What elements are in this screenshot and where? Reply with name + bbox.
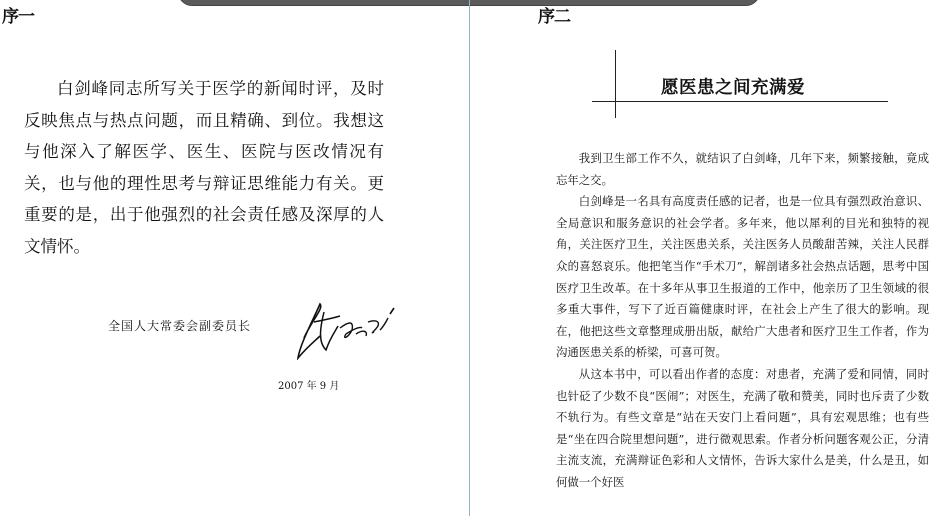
left-page-heading: 序一 [2,7,34,27]
signature-date: 2007 年 9 月 [278,381,340,392]
right-paragraph-1: 我到卫生部工作不久，就结识了白剑峰，几年下来，频繁接触，竟成忘年之交。 [556,151,929,187]
handwritten-signature-icon [290,300,400,360]
left-page-body [24,73,384,262]
right-page-body [556,148,929,494]
page-divider [469,0,470,516]
right-page-heading: 序二 [538,7,570,27]
title-frame-horizontal-line [592,101,888,102]
signature-block [108,300,408,360]
signature-title: 全国人大常委会副委员长 [108,319,252,333]
right-paragraph-2: 白剑峰是一名具有高度责任感的记者，也是一位具有强烈政治意识、全局意识和服务意识的社会学者。多年来，他以犀利的目光和独特的视角，关注医疗卫生，关注医患关系，关注医务人员酸甜苦辣，关注人民群众的喜怒哀乐。他把笔当作“手术刀”，解剖诸多社会热点话题，思考中国医疗卫生改革。在十多年从事卫生报道的工作中，他亲历了卫生领域的很多重大事件，写下了近百篇健康时评，在社会上产生了很大的影响。现在，他把这些文章整理成册出版，献给广大患者和医疗卫生工作者，作为沟通医患关系的桥梁，可喜可贺。 [556,194,929,360]
left-paragraph: 白剑峰同志所写关于医学的新闻时评，及时反映焦点与热点问题，而且精确、到位。我想这与他深入了解医学、医生、医院与医改情况有关，也与他的理性思考与辩证思维能力有关。更重要的是，出于他强烈的社会责任感及深厚的人文情怀。 [24,79,384,256]
article-title: 愿医患之间充满爱 [661,78,805,98]
right-paragraph-3: 从这本书中，可以看出作者的态度：对患者，充满了爱和同情，同时也针砭了少数不良“医闹”；对医生，充满了敬和赞美，同时也斥责了少数不轨行为。有些文章是“站在天安门上看问题”，具有宏观思维；也有些是“坐在四合院里想问题”，进行微观思索。作者分析问题客观公正，分清主流支流，充满辩证色彩和人文情怀，告诉大家什么是美，什么是丑，如何做一个好医 [556,366,929,489]
